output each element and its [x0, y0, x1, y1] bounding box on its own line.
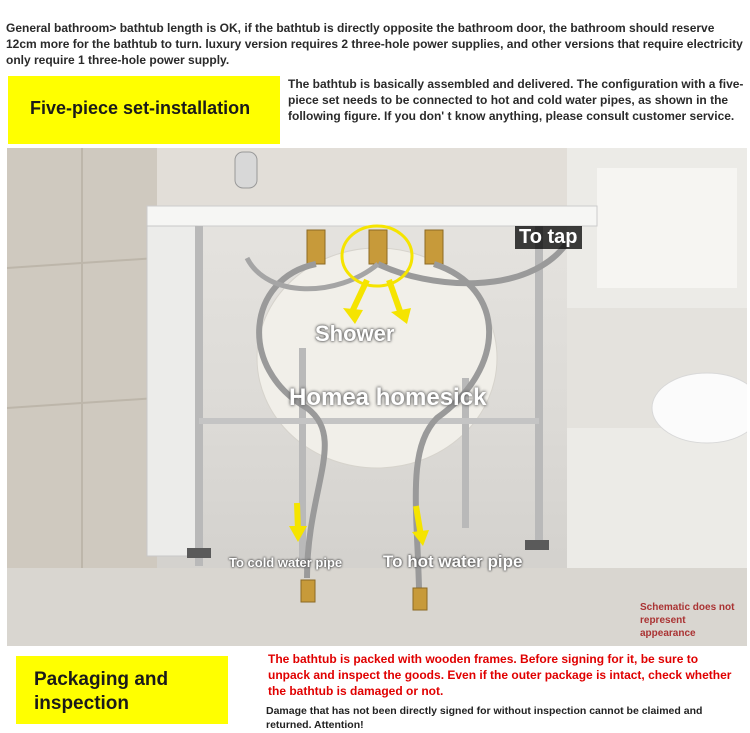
shower-label: Shower — [315, 321, 395, 346]
hot-pipe-label: To hot water pipe — [383, 552, 523, 571]
bathtub-photo — [7, 148, 747, 646]
cold-pipe-arrow — [297, 503, 298, 530]
shower-head — [235, 152, 257, 188]
installation-banner: Five-piece set-installation — [8, 76, 280, 144]
tub-rim — [147, 206, 597, 226]
packaging-notice: The bathtub is packed with wooden frames. Before signing for it, be sure to unpack and inspect the goods. Even if the outer package is intact, check whether the bathtub is damaged or not. — [268, 652, 732, 698]
cold-pipe-label: To cold water pipe — [229, 555, 343, 570]
floor — [7, 568, 747, 646]
to-tap-label: To tap — [515, 226, 582, 249]
installation-text: The bathtub is basically assembled and delivered. The configuration with a five-piece set needs to be connected to hot and cold water pipes, as shown in the following figure. If you don' t know anything, please consult customer service. — [288, 77, 744, 123]
packaging-banner: Packaging and inspection — [16, 656, 228, 724]
schematic-disclaimer: Schematic does not represent appearance — [640, 602, 735, 639]
intro-text: General bathroom> bathtub length is OK, if the bathtub is directly opposite the bathroom door, the bathroom should reserve 12cm more for the bathtub to turn. luxury version requires 2 three-hole power supplies, and other versions that require electricity only require 1 three-hole power supply. — [6, 21, 743, 67]
watermark-text: Homea homesick — [289, 384, 487, 411]
damage-note: Damage that has not been directly signed for without inspection cannot be claimed and returned. Attention! — [266, 705, 703, 731]
